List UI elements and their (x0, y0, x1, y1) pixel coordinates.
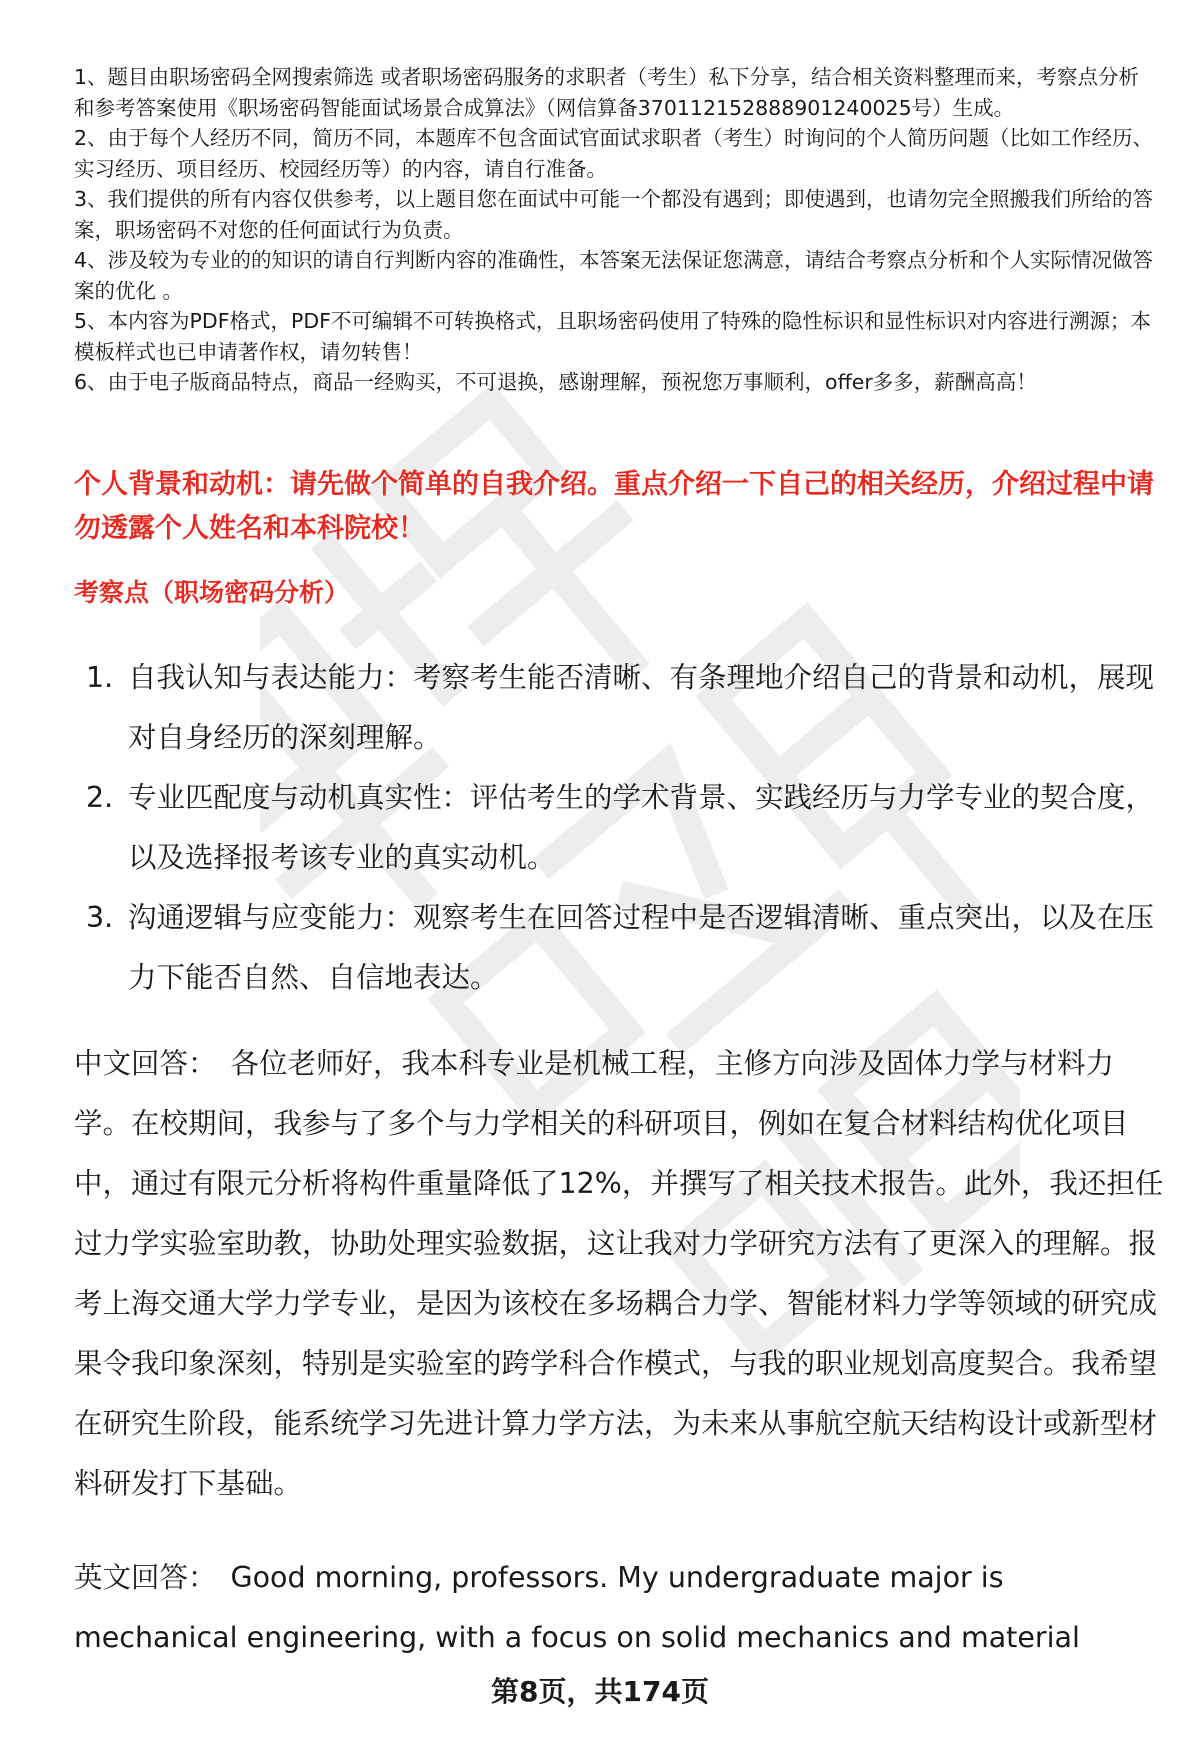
disclaimer-item-2: 2、由于每个人经历不同，简历不同，本题库不包含面试官面试求职者（考生）时询问的个人简历问题（比如工作经历、实习经历、项目经历、校园经历等）的内容，请自行准备。 (74, 126, 1154, 181)
exam-point-text: 专业匹配度与动机真实性：评估考生的学术背景、实践经历与力学专业的契合度，以及选择报考该专业的真实动机。 (128, 781, 1155, 874)
exam-point-item (74, 888, 1164, 1008)
disclaimer-item-4: 4、涉及较为专业的的知识的请自行判断内容的准确性，本答案无法保证您满意，请结合考察点分析和个人实际情况做答案的优化 。 (74, 248, 1154, 303)
exam-points-title: 考察点（职场密码分析） (74, 578, 350, 607)
english-answer-text: Good morning, professors. My undergraduate major is mechanical engineering, with a focus on solid mechanics and material (74, 1561, 1080, 1654)
exam-point-item (74, 768, 1164, 888)
disclaimer-block (74, 62, 1154, 398)
exam-points-list (74, 648, 1164, 1008)
disclaimer-item-3: 3、我们提供的所有内容仅供参考，以上题目您在面试中可能一个都没有遇到；即使遇到，也请勿完全照搬我们所给的答案，职场密码不对您的任何面试行为负责。 (74, 187, 1154, 242)
chinese-answer (74, 1034, 1164, 1514)
english-answer (74, 1548, 1164, 1668)
disclaimer-item-1: 1、题目由职场密码全网搜索筛选 或者职场密码服务的求职者（考生）私下分享，结合相关资料整理而来，考察点分析和参考答案使用《职场密码智能面试场景合成算法》（网信算备370112152888901240025号）生成。 (74, 65, 1140, 120)
exam-point-number: 3. (86, 901, 114, 934)
english-answer-label: 英文回答： (74, 1561, 217, 1594)
exam-point-number: 2. (86, 781, 114, 814)
disclaimer-item-6: 6、由于电子版商品特点，商品一经购买，不可退换，感谢理解，预祝您万事顺利，offer多多，薪酬高高！ (74, 370, 1037, 394)
exam-point-text: 自我认知与表达能力：考察考生能否清晰、有条理地介绍自己的背景和动机，展现对自身经历的深刻理解。 (128, 661, 1155, 754)
chinese-answer-text: 各位老师好，我本科专业是机械工程，主修方向涉及固体力学与材料力学。在校期间，我参与了多个与力学相关的科研项目，例如在复合材料结构优化项目中，通过有限元分析将构件重量降低了12%，并撰写了相关技术报告。此外，我还担任过力学实验室助教，协助处理实验数据，这让我对力学研究方法有了更深入的理解。报考上海交通大学力学专业，是因为该校在多场耦合力学、智能材料力学等领域的研究成果令我印象深刻，特别是实验室的跨学科合作模式，与我的职业规划高度契合。我希望在研究生阶段，能系统学习先进计算力学方法，为未来从事航空航天结构设计或新型材料研发打下基础。 (74, 1047, 1164, 1500)
page-number-footer: 第8页，共174页 (491, 1675, 709, 1708)
exam-point-number: 1. (86, 661, 114, 694)
disclaimer-item-5: 5、本内容为PDF格式，PDF不可编辑不可转换格式，且职场密码使用了特殊的隐性标识和显性标识对内容进行溯源；本模板样式也已申请著作权，请勿转售！ (74, 309, 1151, 364)
question-heading: 个人背景和动机：请先做个简单的自我介绍。重点介绍一下自己的相关经历，介绍过程中请勿透露个人姓名和本科院校！ (74, 469, 1154, 544)
exam-point-item (74, 648, 1164, 768)
chinese-answer-label: 中文回答： (74, 1047, 217, 1080)
exam-point-text: 沟通逻辑与应变能力：观察考生在回答过程中是否逻辑清晰、重点突出，以及在压力下能否自然、自信地表达。 (128, 901, 1155, 994)
